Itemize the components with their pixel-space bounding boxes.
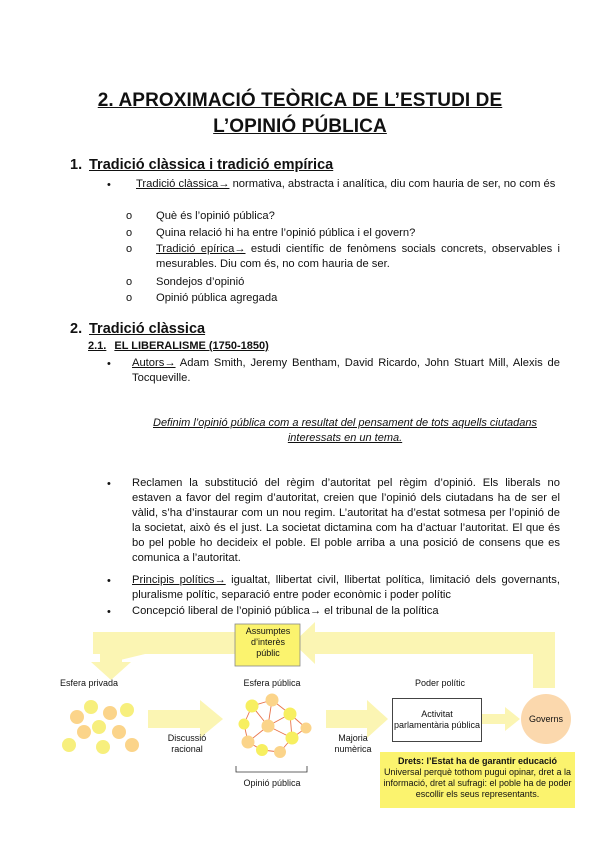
citizen-dot bbox=[77, 725, 91, 739]
citizen-dot bbox=[112, 725, 126, 739]
document-title-line-1: 2. APROXIMACIÓ TEÒRICA DE L’ESTUDI DE bbox=[97, 90, 503, 111]
governs-label: Governs bbox=[528, 714, 563, 724]
section-1-title: Tradició clàssica i tradició empírica bbox=[89, 157, 334, 173]
definition-quote: Definim l’opinió pública com a resultat del pensament de tots aquells ciutadans interessats en un tema. bbox=[153, 417, 537, 444]
sub-bullet-marker: o bbox=[126, 227, 133, 239]
governs-arrow bbox=[480, 707, 520, 731]
agenda-arrow-down bbox=[91, 632, 236, 680]
sub-bullet-marker: o bbox=[126, 292, 133, 304]
bullet-marker: • bbox=[107, 179, 111, 191]
citizen-dot bbox=[84, 700, 98, 714]
sub-bullet-que-es: Què és l’opinió pública? bbox=[156, 210, 275, 222]
opinion-node bbox=[242, 736, 255, 749]
discussio-label: Discussió racional bbox=[167, 733, 207, 754]
citizen-dot bbox=[96, 740, 110, 754]
opinion-node bbox=[246, 700, 259, 713]
term-tradicio-classica: Tradició clàssica→ bbox=[136, 178, 230, 190]
bullet-reclamen: Reclamen la substitució del règim d’autoritat pel règim d’opinió. Els liberals no estaven a favor del regim d’autoritat, creien que l’opinió dels ciutadans ha de ser el vàlid, s’ha d’instaurar com un nou regim. L’autoritat ha d’estat sotmesa per l’opinió de la societat, això és el just. La societat dictamina com ha d’actuar l’autoritat. El que és bo pel poble ho decideix el poble. El poble arriba a una posició de consens que es comunica a l’autoritat. bbox=[132, 477, 560, 564]
drets-heading: Drets: l’Estat ha de garantir educació bbox=[397, 756, 558, 766]
private-sphere-dots bbox=[62, 700, 139, 754]
sub-bullet-sondejos: Sondejos d’opinió bbox=[156, 276, 245, 288]
majoria-label: Majoria numèrica bbox=[334, 733, 372, 754]
opinion-node bbox=[266, 694, 279, 707]
text-tradicio-classica: normativa, abstracta i analítica, diu com hauria de ser, no com és bbox=[229, 178, 556, 190]
esfera-publica-label: Esfera pública bbox=[243, 678, 301, 688]
opinio-publica-bracket bbox=[236, 766, 307, 772]
text-autors: Adam Smith, Jeremy Bentham, David Ricardo, John Stuart Mill, Alexis de Tocqueville. bbox=[132, 357, 560, 384]
term-principis-politics: Principis polítics→ bbox=[132, 574, 226, 586]
text-principis-politics: igualtat, llibertat civil, llibertat política, limitació dels governants, pluralisme polític, separació entre poder econòmic i poder polític bbox=[132, 574, 560, 601]
opinion-node bbox=[262, 720, 275, 733]
drets-text-block bbox=[382, 756, 573, 800]
activitat-box bbox=[392, 698, 482, 742]
poder-politic-label: Poder polític bbox=[414, 678, 466, 688]
subsection-2-1-title: EL LIBERALISME (1750-1850) bbox=[114, 340, 269, 352]
section-2-number: 2. bbox=[70, 321, 83, 337]
section-1-number: 1. bbox=[70, 157, 83, 173]
citizen-dot bbox=[103, 706, 117, 720]
opinion-node bbox=[301, 723, 312, 734]
bullet-marker: • bbox=[107, 358, 111, 370]
public-sphere-nodes bbox=[239, 694, 312, 759]
citizen-dot bbox=[70, 710, 84, 724]
text-tradicio-empirica: estudi científic de fenòmens socials concrets, observables i mesurables. Diu com és, no com hauria de ser. bbox=[156, 243, 561, 270]
citizen-dot bbox=[120, 703, 134, 717]
term-autors: Autors→ bbox=[132, 357, 176, 369]
sub-bullet-marker: o bbox=[126, 276, 133, 288]
citizen-dot bbox=[125, 738, 139, 752]
assumptes-label: Assumptes d’interès públic bbox=[245, 626, 291, 658]
opinion-node bbox=[286, 732, 299, 745]
sub-bullet-marker: o bbox=[126, 243, 133, 255]
sub-bullet-quina-relacio: Quina relació hi ha entre l’opinió pública i el govern? bbox=[156, 227, 416, 239]
esfera-privada-label: Esfera privada bbox=[60, 678, 119, 688]
sub-bullet-marker: o bbox=[126, 210, 133, 222]
opinion-node bbox=[274, 746, 286, 758]
opinion-node bbox=[256, 744, 268, 756]
drets-body: Universal perquè tothom pugui opinar, dret a la informació, dret al sufragi: el poble ha de poder escollir els seus representants. bbox=[383, 767, 572, 799]
bullet-marker: • bbox=[107, 575, 111, 587]
bullet-marker: • bbox=[107, 606, 111, 618]
opinion-node bbox=[239, 719, 250, 730]
opinion-node bbox=[284, 708, 297, 721]
citizen-dot bbox=[62, 738, 76, 752]
term-tradicio-empirica: Tradició epírica→ bbox=[156, 243, 246, 255]
document-title-line-2: L’OPINIÓ PÚBLICA bbox=[213, 116, 387, 137]
bullet-concepcio-liberal: Concepció liberal de l’opinió pública→ el tribunal de la política bbox=[132, 605, 439, 617]
bullet-marker: • bbox=[107, 478, 111, 490]
activitat-label: Activitat parlamentària pública bbox=[393, 709, 481, 730]
subsection-2-1-number: 2.1. bbox=[88, 340, 107, 352]
citizen-dot bbox=[92, 720, 106, 734]
section-2-title: Tradició clàssica bbox=[89, 321, 206, 337]
sub-bullet-opinio-agregada: Opinió pública agregada bbox=[156, 292, 278, 304]
opinio-publica-label: Opinió pública bbox=[243, 778, 301, 788]
